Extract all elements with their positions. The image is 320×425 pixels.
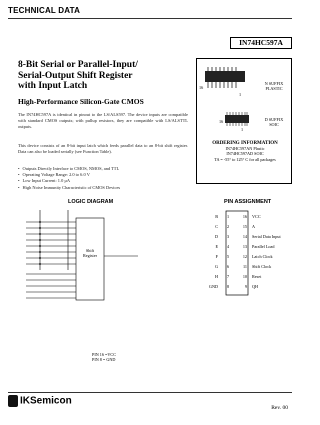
feature-item: • Low Input Current: 1.0 µA (18, 178, 188, 184)
pin-left-number: 6 (227, 264, 230, 269)
feature-list (18, 166, 188, 191)
dip-package-icon (205, 67, 245, 88)
feature-item: • Outputs Directly Interface to CMOS, NMOS, and TTL (18, 166, 188, 172)
block-label-2: Register (83, 253, 97, 259)
description-paragraph-1: The IN74HC597A is identical in pinout to the LS/ALS597. The device inputs are compatible with standard CMOS outputs; with pullup resistors, they are compatible with LS/ALSTTL outputs. (18, 112, 188, 130)
block-label-1: Shift (85, 248, 95, 253)
pin-right-label: Reset (252, 274, 262, 279)
logic-diagram-heading: LOGIC DIAGRAM (68, 199, 114, 205)
ordering-line-2: IN74HC597AD SOIC (226, 151, 264, 157)
pin-left-label: B (215, 214, 218, 219)
feature-item: • High Noise Immunity Characteristic of CMOS Devices (18, 185, 188, 191)
n-suffix: N SUFFIX (264, 81, 284, 86)
pin-right-number: 16 (242, 214, 247, 219)
pin-left-label: F (215, 254, 218, 259)
logo-mark-icon (8, 395, 18, 407)
soic-pin1-label: 1 (241, 127, 244, 132)
header-label: TECHNICAL DATA (8, 6, 81, 15)
pin-right-label: QH (252, 284, 259, 289)
title-line-2: Serial-Output Shift Register (18, 70, 133, 81)
d-suffix: D SUFFIX (264, 117, 284, 122)
ordering-information (197, 141, 293, 162)
n-type: PLASTIC (265, 86, 283, 92)
pin-left-label: C (215, 224, 218, 229)
pin-left-number: 5 (227, 254, 230, 259)
pin-left-number: 4 (227, 244, 230, 249)
feature-item: • Operating Voltage Range: 2.0 to 6.0 V (18, 172, 188, 178)
dip-pin16-label: 16 (199, 85, 204, 90)
pin-right-number: 10 (242, 274, 247, 279)
pin-left-number: 7 (227, 274, 230, 279)
pin-note-gnd: PIN 8 = GND (92, 357, 116, 363)
pin-right-number: 13 (242, 244, 247, 249)
pin-right-label: Serial Data Input (252, 234, 281, 239)
pin-right-label: VCC (252, 214, 261, 219)
pin-right-label: Latch Clock (252, 254, 273, 259)
pin-right-number: 14 (242, 234, 247, 239)
pin-left-number: 3 (227, 234, 230, 239)
pin-right-number: 12 (242, 254, 247, 259)
title-line-1: 8-Bit Serial or Parallel-Input/ (18, 60, 138, 70)
title-line-3: with Input Latch (18, 81, 88, 91)
shift-register-label (76, 248, 104, 258)
part-number-box: IN74HC597A (230, 37, 292, 49)
pin-left-label: GND (208, 284, 218, 289)
pin-note-vcc: PIN 16 =VCC (92, 352, 117, 357)
logo-text: IKSemicon (20, 395, 72, 407)
pin-right-label: Parallel Load (252, 244, 275, 249)
pin-assignment-diagram (196, 205, 292, 320)
pin-right-label: Shift Clock (252, 264, 272, 269)
pin-assignment-heading: PIN ASSIGNMENT (224, 199, 272, 205)
pin-right-number: 15 (242, 224, 247, 229)
pin-notes (92, 352, 116, 362)
pin-left-label: H (214, 274, 218, 279)
d-type: SOIC (269, 122, 279, 128)
footer-rule (8, 392, 292, 393)
n-suffix-label (257, 81, 291, 91)
soic-package-icon (225, 112, 249, 126)
document-title (18, 60, 188, 92)
dip-pin1-label: 1 (239, 92, 242, 97)
pin-left-label: E (215, 244, 218, 249)
header-rule (8, 18, 292, 19)
pin-right-number: 9 (244, 284, 247, 289)
shift-register-block (76, 218, 104, 300)
description-paragraph-2: This device consists of an 8-bit input latch which feeds parallel data to an 8-bit shift register. Data can also be loaded serially (see Function Table). (18, 143, 188, 155)
pin-left-label: D (214, 234, 218, 239)
pin-left-number: 1 (227, 214, 230, 219)
pin-left-number: 8 (227, 284, 230, 289)
package-info-box (196, 58, 292, 184)
logic-diagram (18, 204, 168, 334)
pin-left-label: G (214, 264, 218, 269)
revision-label: Rev. 00 (271, 405, 288, 411)
ordering-heading: ORDERING INFORMATION (212, 141, 278, 146)
temperature-range: TA = -55° to 125° C for all packages (214, 156, 276, 162)
document-subtitle: High-Performance Silicon-Gate CMOS (18, 97, 144, 106)
ordering-line-1: IN74HC597AN Plastic (225, 146, 265, 152)
pin-right-number: 11 (242, 264, 247, 269)
soic-pin16-label: 16 (219, 119, 224, 124)
pin-right-label: A (252, 224, 256, 229)
d-suffix-label (257, 117, 291, 127)
pin-left-number: 2 (227, 224, 230, 229)
company-logo (8, 395, 72, 407)
